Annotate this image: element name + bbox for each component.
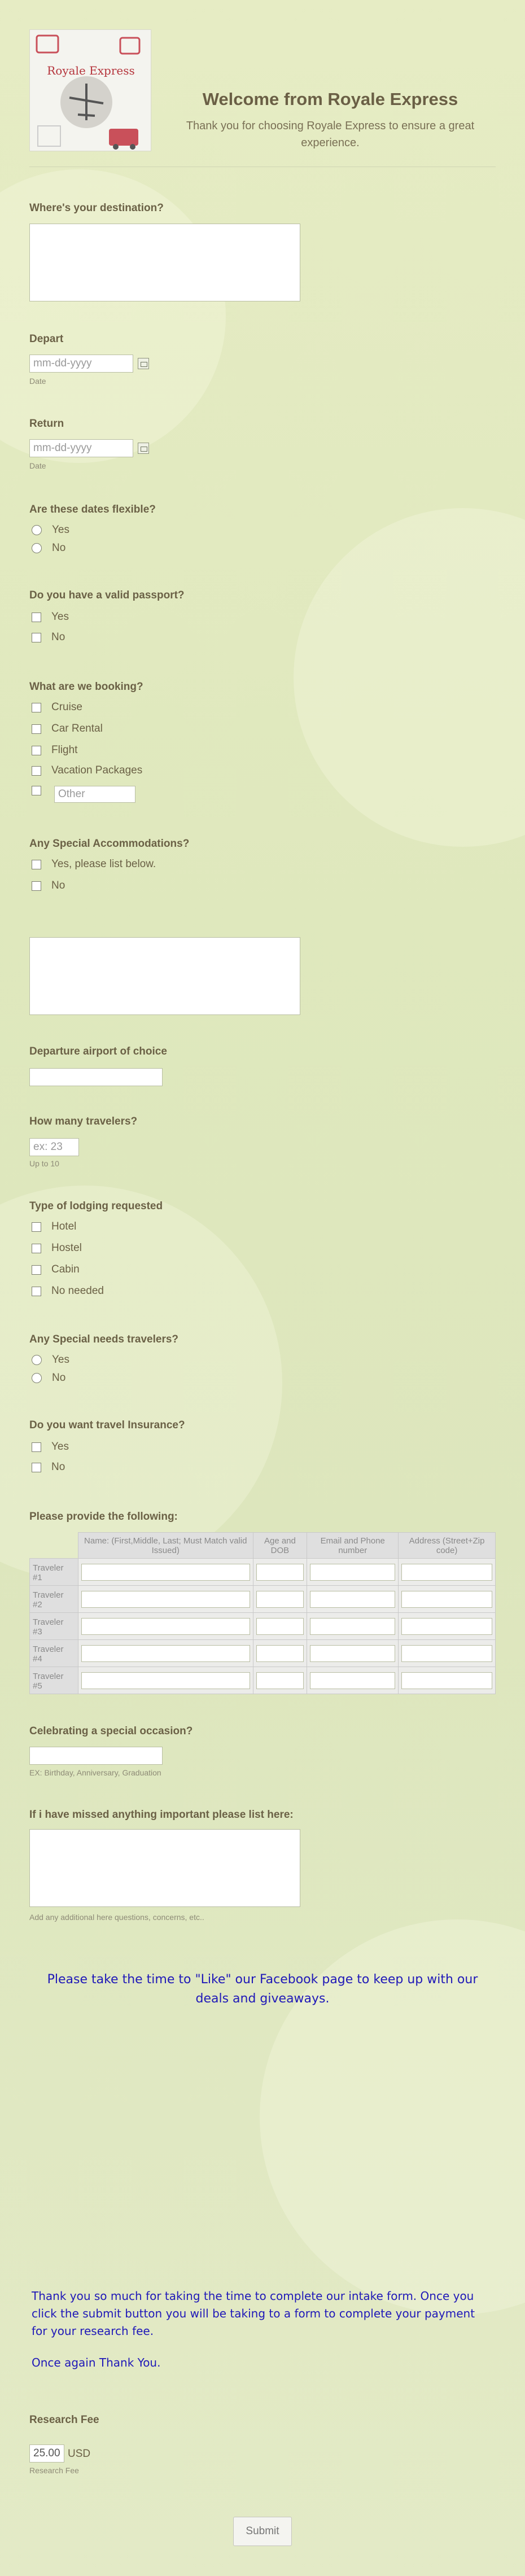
insurance-label: Do you want travel Insurance? (29, 1419, 185, 1431)
passport-option-yes[interactable]: Yes (32, 611, 69, 623)
matrix-label: Please provide the following: (29, 1511, 178, 1523)
form-header (29, 23, 496, 167)
return-date-input[interactable]: mm-dd-yyyy (29, 439, 133, 457)
matrix-cell (253, 1559, 307, 1586)
flexible-option-no[interactable]: No (32, 542, 65, 554)
special-accommodations-textarea[interactable] (29, 937, 300, 1015)
matrix-cell (399, 1586, 496, 1613)
occasion-input[interactable] (29, 1747, 163, 1765)
matrix-cell-input[interactable] (310, 1672, 395, 1689)
matrix-cell-input[interactable] (256, 1645, 304, 1662)
matrix-cell-input[interactable] (256, 1618, 304, 1635)
matrix-cell (399, 1559, 496, 1586)
missed-label: If i have missed anything important please list here: (29, 1809, 294, 1821)
special-accommodations-option-yes[interactable]: Yes, please list below. (32, 858, 156, 871)
return-sublabel: Date (29, 461, 46, 470)
lodging-option-not-needed[interactable]: No needed (32, 1285, 104, 1297)
matrix-cell (399, 1667, 496, 1694)
checkbox[interactable] (32, 613, 41, 622)
lodging-option-hotel[interactable]: Hotel (32, 1221, 76, 1233)
matrix-cell (253, 1586, 307, 1613)
matrix-cell-input[interactable] (401, 1591, 492, 1608)
occasion-sublabel: EX: Birthday, Anniversary, Graduation (29, 1768, 161, 1777)
checkbox[interactable] (32, 724, 41, 734)
matrix-cell-input[interactable] (81, 1618, 250, 1635)
research-fee-label: Research Fee (29, 2414, 99, 2426)
travelers-label: How many travelers? (29, 1116, 138, 1127)
checkbox[interactable] (32, 766, 41, 776)
booking-other-input[interactable]: Other (54, 786, 135, 803)
travelers-input[interactable]: ex: 23 (29, 1138, 79, 1156)
matrix-cell-input[interactable] (310, 1618, 395, 1635)
matrix-row-header: Traveler #4 (30, 1640, 78, 1667)
special-needs-option-no[interactable]: No (32, 1372, 65, 1384)
matrix-column-header: Email and Phone number (307, 1533, 399, 1559)
matrix-cell-input[interactable] (81, 1645, 250, 1662)
table-row (30, 1586, 496, 1613)
checkbox[interactable] (32, 1222, 41, 1232)
matrix-cell (307, 1640, 399, 1667)
checkbox[interactable] (32, 746, 41, 755)
matrix-cell-input[interactable] (401, 1645, 492, 1662)
radio-button[interactable] (32, 1355, 42, 1365)
matrix-cell-input[interactable] (310, 1564, 395, 1581)
table-row (30, 1559, 496, 1586)
return-label: Return (29, 418, 64, 430)
occasion-label: Celebrating a special occasion? (29, 1725, 193, 1737)
destination-label: Where's your destination? (29, 202, 164, 214)
matrix-cell-input[interactable] (81, 1591, 250, 1608)
matrix-column-header: Name: (First,Middle, Last; Must Match valid Issued) (78, 1533, 253, 1559)
lodging-option-hostel[interactable]: Hostel (32, 1242, 82, 1254)
special-accommodations-label: Any Special Accommodations? (29, 838, 190, 850)
checkbox[interactable] (32, 1287, 41, 1296)
radio-button[interactable] (32, 543, 42, 553)
special-needs-label: Any Special needs travelers? (29, 1333, 179, 1345)
airport-input[interactable] (29, 1068, 163, 1086)
destination-textarea[interactable] (29, 224, 300, 301)
special-accommodations-option-no[interactable]: No (32, 880, 65, 892)
matrix-row-header: Traveler #1 (30, 1559, 78, 1586)
matrix-cell-input[interactable] (81, 1564, 250, 1581)
page-subtitle: Thank you for choosing Royale Express to ensure a great experience. (186, 120, 475, 149)
radio-button[interactable] (32, 1373, 42, 1383)
matrix-cell (253, 1667, 307, 1694)
matrix-cell (78, 1613, 253, 1640)
missed-sublabel: Add any additional here questions, concerns, etc.. (29, 1913, 204, 1922)
depart-date-input[interactable]: mm-dd-yyyy (29, 355, 133, 373)
matrix-cell-input[interactable] (81, 1672, 250, 1689)
depart-sublabel: Date (29, 377, 46, 386)
booking-option-car-rental[interactable]: Car Rental (32, 723, 103, 735)
calendar-icon[interactable] (138, 443, 149, 454)
luggage-airplane-logo-icon (30, 30, 152, 152)
logo (29, 29, 151, 151)
checkbox[interactable] (32, 633, 41, 642)
lodging-label: Type of lodging requested (29, 1200, 163, 1212)
matrix-cell (253, 1613, 307, 1640)
matrix-cell-input[interactable] (401, 1672, 492, 1689)
airport-label: Departure airport of choice (29, 1046, 167, 1057)
checkbox[interactable] (32, 881, 41, 891)
checkbox[interactable] (32, 860, 41, 869)
matrix-cell (78, 1586, 253, 1613)
passport-option-no[interactable]: No (32, 631, 65, 644)
passport-label: Do you have a valid passport? (29, 589, 185, 601)
research-fee-value: 25.00 (29, 2444, 64, 2463)
matrix-cell (307, 1559, 399, 1586)
radio-button[interactable] (32, 525, 42, 535)
booking-option-vacation-packages[interactable]: Vacation Packages (32, 764, 142, 777)
matrix-corner (30, 1533, 78, 1559)
header (29, 23, 496, 167)
checkbox[interactable] (32, 1442, 41, 1452)
matrix-cell-input[interactable] (310, 1591, 395, 1608)
matrix-cell (253, 1640, 307, 1667)
page-title: Welcome from Royale Express (202, 89, 458, 109)
matrix-cell-input[interactable] (401, 1618, 492, 1635)
matrix-cell (307, 1586, 399, 1613)
insurance-option-no[interactable]: No (32, 1461, 65, 1473)
matrix-column-header: Address (Street+Zip code) (399, 1533, 496, 1559)
thank-you-again-text: Once again Thank You. (32, 2356, 161, 2369)
matrix-row-header: Traveler #3 (30, 1613, 78, 1640)
table-row (30, 1613, 496, 1640)
checkbox[interactable] (32, 1463, 41, 1472)
travelers-matrix-table (29, 1532, 496, 1694)
travelers-sublabel: Up to 10 (29, 1159, 59, 1168)
matrix-cell (78, 1559, 253, 1586)
matrix-cell (78, 1640, 253, 1667)
table-row (30, 1640, 496, 1667)
booking-label: What are we booking? (29, 681, 143, 693)
booking-option-cruise[interactable]: Cruise (32, 701, 82, 714)
booking-option-other[interactable] (32, 786, 51, 795)
matrix-cell-input[interactable] (256, 1672, 304, 1689)
flexible-option-yes[interactable]: Yes (32, 524, 69, 536)
matrix-cell-input[interactable] (256, 1591, 304, 1608)
thank-you-text: Thank you so much for taking the time to complete our intake form. Once you click the submit button you will be taking to a form to complete your payment for your research fee. (32, 2289, 475, 2338)
table-row (30, 1667, 496, 1694)
depart-label: Depart (29, 333, 64, 345)
research-fee-sublabel: Research Fee (29, 2466, 79, 2475)
matrix-cell-input[interactable] (256, 1564, 304, 1581)
matrix-cell (399, 1613, 496, 1640)
matrix-cell-input[interactable] (310, 1645, 395, 1662)
checkbox[interactable] (32, 1265, 41, 1275)
logo-brand: Royale Express (47, 64, 135, 77)
matrix-column-header: Age and DOB (253, 1533, 307, 1559)
special-needs-option-yes[interactable]: Yes (32, 1354, 69, 1366)
flexible-label: Are these dates flexible? (29, 504, 156, 515)
calendar-icon[interactable] (138, 358, 149, 369)
booking-option-flight[interactable]: Flight (32, 744, 77, 756)
insurance-option-yes[interactable]: Yes (32, 1441, 69, 1453)
lodging-option-cabin[interactable]: Cabin (32, 1263, 80, 1276)
checkbox[interactable] (32, 703, 41, 712)
matrix-cell-input[interactable] (401, 1564, 492, 1581)
submit-button[interactable]: Submit (233, 2517, 292, 2546)
matrix-row-header: Traveler #2 (30, 1586, 78, 1613)
matrix-cell (307, 1613, 399, 1640)
checkbox[interactable] (32, 786, 41, 795)
matrix-cell (307, 1667, 399, 1694)
matrix-cell (78, 1667, 253, 1694)
matrix-cell (399, 1640, 496, 1667)
checkbox[interactable] (32, 1244, 41, 1253)
research-fee-currency: USD (68, 2448, 91, 2460)
missed-textarea[interactable] (29, 1829, 300, 1907)
facebook-like-text: Please take the time to "Like" our Facebook page to keep up with our deals and giveaways. (47, 1973, 478, 2006)
matrix-row-header: Traveler #5 (30, 1667, 78, 1694)
